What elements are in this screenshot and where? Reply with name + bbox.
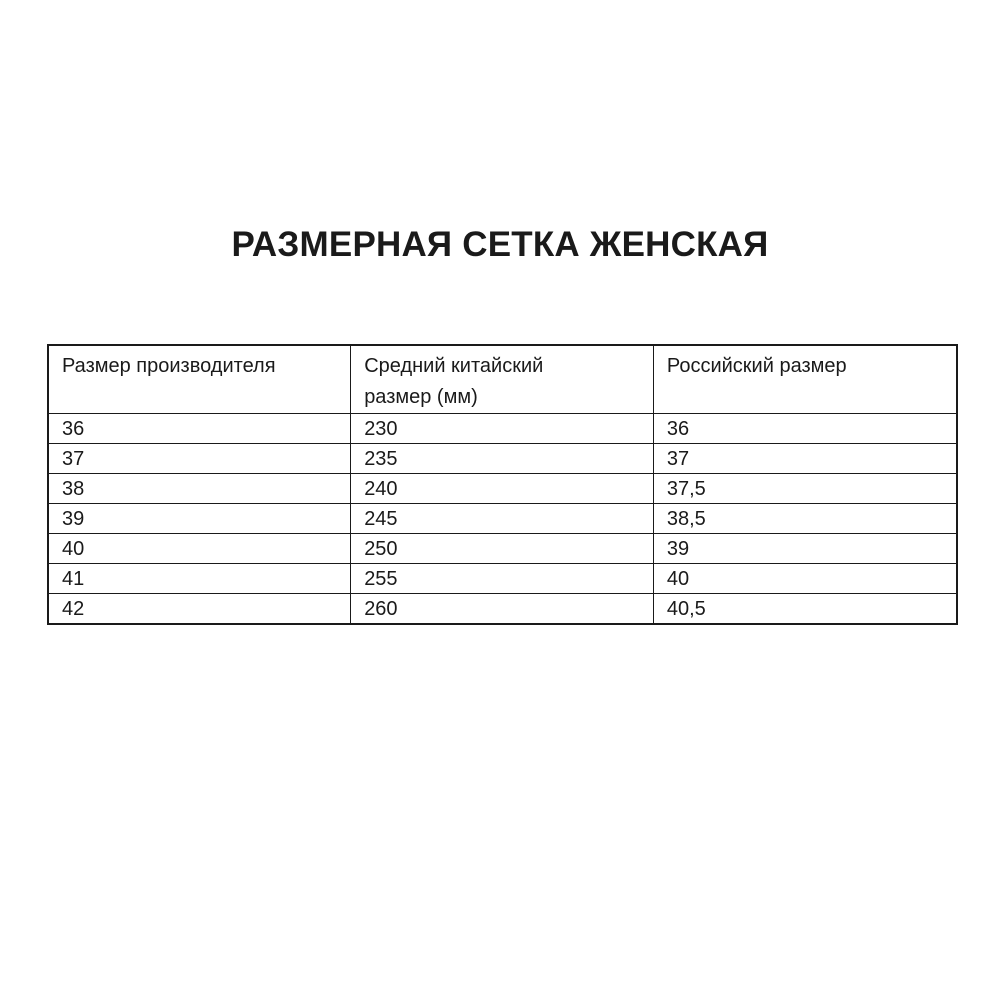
size-chart-table (47, 344, 958, 625)
table-row (48, 564, 957, 594)
table-header-row (48, 345, 957, 414)
table-body (48, 414, 957, 625)
cell-manufacturer-size: 37 (48, 444, 351, 474)
cell-chinese-mm: 250 (351, 534, 654, 564)
cell-chinese-mm: 240 (351, 474, 654, 504)
header-russian-size (653, 345, 957, 414)
cell-chinese-mm: 260 (351, 594, 654, 625)
header-manufacturer-size (48, 345, 351, 414)
cell-russian-size: 38,5 (653, 504, 957, 534)
page-title: РАЗМЕРНАЯ СЕТКА ЖЕНСКАЯ (231, 225, 769, 264)
cell-russian-size: 40 (653, 564, 957, 594)
cell-manufacturer-size: 42 (48, 594, 351, 625)
cell-russian-size: 36 (653, 414, 957, 444)
table-row (48, 594, 957, 625)
table-row (48, 534, 957, 564)
cell-manufacturer-size: 36 (48, 414, 351, 444)
header-line: Размер производителя (62, 355, 276, 377)
header-line: размер (мм) (364, 386, 478, 408)
table-row (48, 504, 957, 534)
table-row (48, 444, 957, 474)
header-line: Средний китайский (364, 355, 544, 377)
header-line: Российский размер (666, 355, 847, 377)
cell-chinese-mm: 255 (351, 564, 654, 594)
cell-manufacturer-size: 40 (48, 534, 351, 564)
cell-chinese-mm: 245 (351, 504, 654, 534)
cell-russian-size: 39 (653, 534, 957, 564)
cell-manufacturer-size: 39 (48, 504, 351, 534)
cell-russian-size: 37,5 (653, 474, 957, 504)
cell-manufacturer-size: 41 (48, 564, 351, 594)
table-row (48, 414, 957, 444)
table-row (48, 474, 957, 504)
cell-russian-size: 40,5 (653, 594, 957, 625)
header-chinese-mm (351, 345, 654, 414)
cell-chinese-mm: 235 (351, 444, 654, 474)
cell-manufacturer-size: 38 (48, 474, 351, 504)
cell-russian-size: 37 (653, 444, 957, 474)
cell-chinese-mm: 230 (351, 414, 654, 444)
